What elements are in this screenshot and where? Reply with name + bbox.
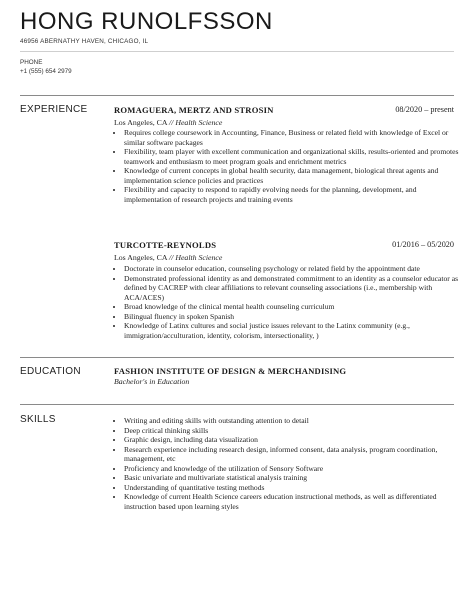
list-item: • Doctorate in counselor education, counseling psychology or related field by the appointment date [124, 264, 464, 274]
job-dates: 08/2020 – present [395, 105, 454, 114]
education-divider [20, 357, 454, 358]
job-bullets-1 [114, 128, 464, 204]
job-header-2 [114, 240, 454, 251]
list-item: • Proficiency and knowledge of the utilization of Sensory Software [124, 464, 464, 474]
list-item: • Deep critical thinking skills [124, 426, 464, 436]
education-section-title: EDUCATION [20, 366, 81, 377]
separator: // [169, 253, 174, 262]
degree: Bachelor's in Education [114, 377, 190, 386]
job-header-1 [114, 105, 454, 116]
candidate-name: HONG RUNOLFSSON [20, 8, 273, 35]
list-item: • Knowledge of current Health Science careers education instructional methods, as well as differentiated instruction based upon learning styles [124, 492, 464, 511]
list-item: • Research experience including research design, informed consent, data analysis, program coordination, management, etc [124, 445, 464, 464]
location: Los Angeles, CA [114, 253, 168, 262]
list-item: • Knowledge of Latinx cultures and social justice issues relevant to the Latinx community (e.g., immigration/acculturation, identity, colorism, intersectionality, ) [124, 321, 464, 340]
skills-section-title: SKILLS [20, 414, 56, 425]
list-item: • Flexibility, team player with excellent communication and organizational skills, results-oriented and promotes teamwork and enthusiasm to meet program goals and enrichment metrics [124, 147, 464, 166]
list-item: • Flexibility and capacity to respond to rapidly evolving needs for the planning, development, and implementation of research projects and training events [124, 185, 464, 204]
header-divider [20, 51, 454, 52]
list-item: • Broad knowledge of the clinical mental health counseling curriculum [124, 302, 464, 312]
separator: // [169, 118, 174, 127]
skills-divider [20, 404, 454, 405]
school-name: FASHION INSTITUTE OF DESIGN & MERCHANDISING [114, 366, 347, 376]
company-name: TURCOTTE-REYNOLDS [114, 240, 217, 250]
job-title: Health Science [175, 118, 223, 127]
list-item: • Knowledge of current concepts in global health security, data management, biological threat agents and implementation science policies and practices [124, 166, 464, 185]
list-item: • Demonstrated professional identity as and demonstrated commitment to an identity as a counselor educator as defined by CACREP with clear affiliations to relevant counseling associations (i.e., membership with ACA/ACES) [124, 274, 464, 303]
experience-section-title: EXPERIENCE [20, 104, 88, 115]
phone-value: +1 (555) 654 2979 [20, 68, 72, 75]
job-title: Health Science [175, 253, 223, 262]
list-item: • Understanding of quantitative testing methods [124, 483, 464, 493]
list-item: • Graphic design, including data visualization [124, 435, 464, 445]
job-dates: 01/2016 – 05/2020 [392, 240, 454, 249]
list-item: • Writing and editing skills with outstanding attention to detail [124, 416, 464, 426]
address: 46956 ABERNATHY HAVEN, CHICAGO, IL [20, 38, 149, 45]
list-item: • Basic univariate and multivariate statistical analysis training [124, 473, 464, 483]
list-item: • Bilingual fluency in spoken Spanish [124, 312, 464, 322]
location: Los Angeles, CA [114, 118, 168, 127]
list-item: • Requires college coursework in Accounting, Finance, Business or related field with knowledge of Excel or similar software packages [124, 128, 464, 147]
experience-divider [20, 95, 454, 96]
job-location-1 [114, 118, 222, 127]
job-location-2 [114, 253, 222, 262]
phone-label: PHONE [20, 59, 43, 66]
company-name: ROMAGUERA, MERTZ AND STROSIN [114, 105, 274, 115]
skills-list [114, 416, 464, 511]
job-bullets-2 [114, 264, 464, 340]
